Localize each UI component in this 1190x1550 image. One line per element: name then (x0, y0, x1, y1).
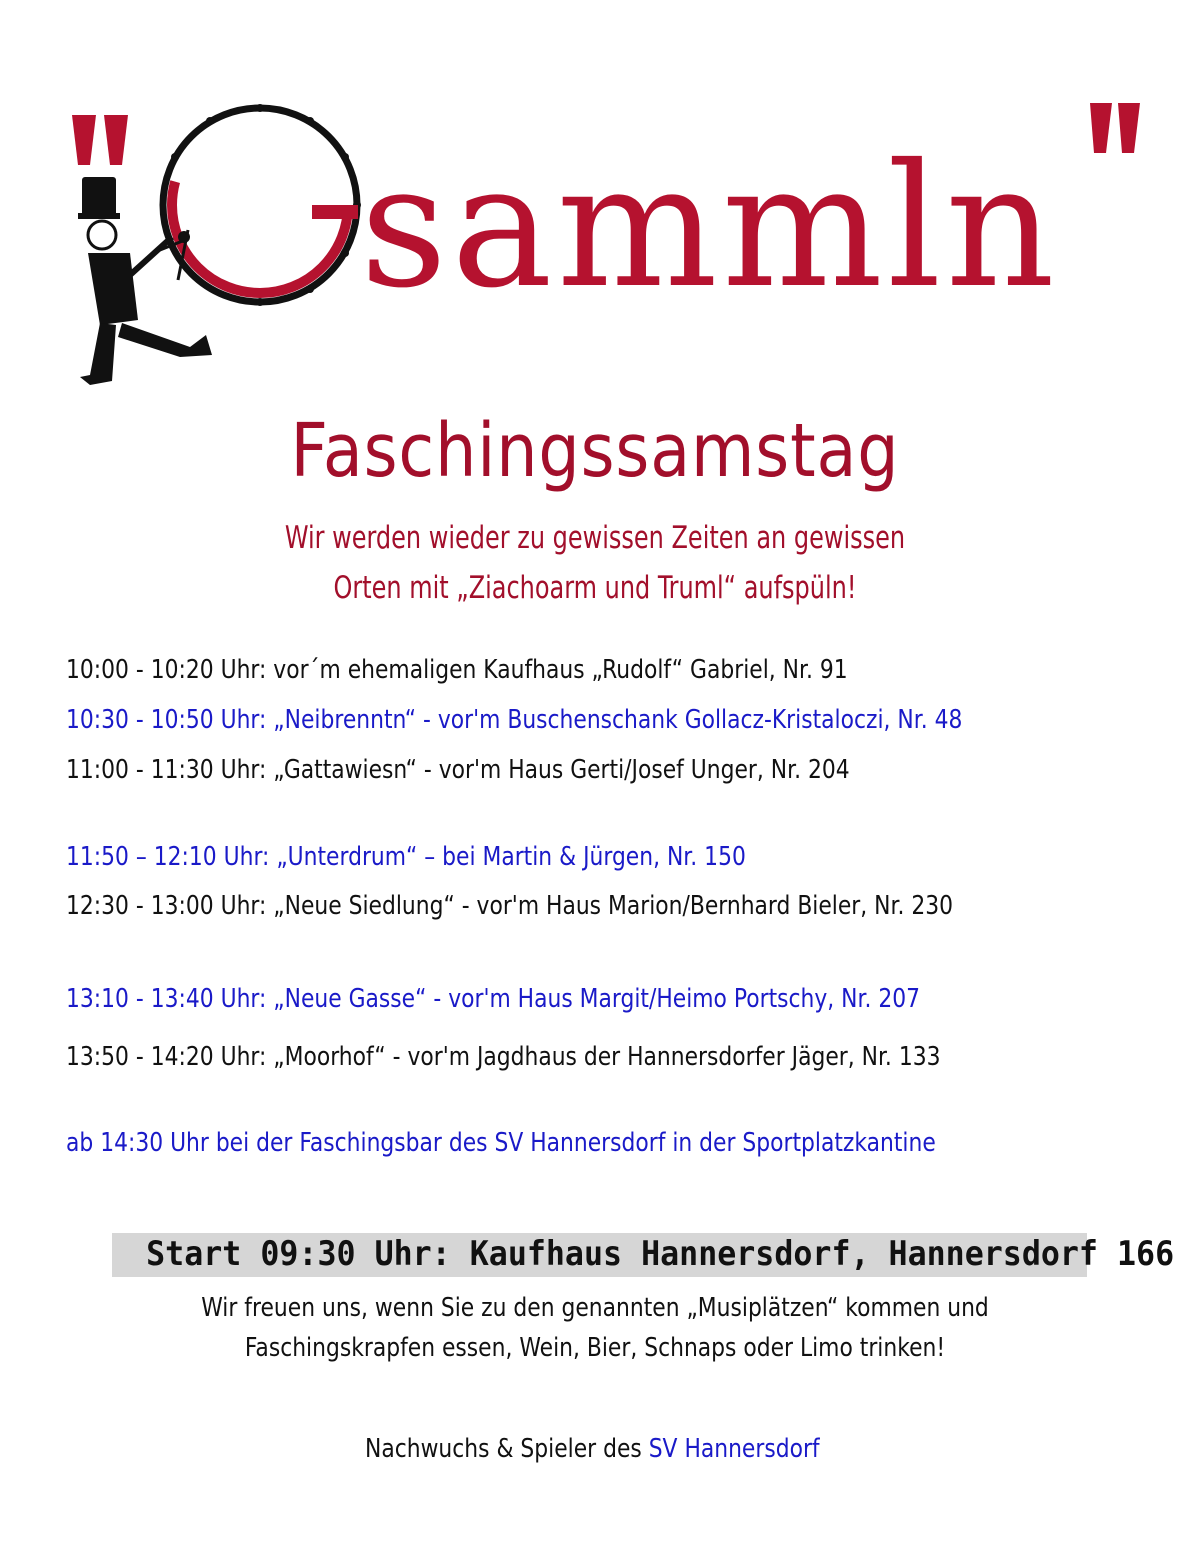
schedule-item: 10:30 - 10:50 Uhr: „Neibrenntn“ - vor'm Buschenschank Gollacz-Kristaloczi, Nr. 48 (66, 705, 963, 735)
signature (365, 1434, 820, 1464)
drummer-logo-icon (60, 85, 1140, 395)
closing-line-2: Faschingskrapfen essen, Wein, Bier, Schnaps oder Limo trinken! (244, 1333, 946, 1363)
start-info: Start 09:30 Uhr: Kaufhaus Hannersdorf, Hannersdorf 166 (146, 1234, 1175, 1274)
schedule-item: 11:50 – 12:10 Uhr: „Unterdrum“ – bei Martin & Jürgen, Nr. 150 (66, 842, 746, 872)
page-title: Faschingssamstag (290, 408, 900, 494)
schedule-item: 11:00 - 11:30 Uhr: „Gattawiesn“ - vor'm Haus Gerti/Josef Unger, Nr. 204 (66, 755, 850, 785)
schedule-item: 12:30 - 13:00 Uhr: „Neue Siedlung“ - vor'm Haus Marion/Bernhard Bieler, Nr. 230 (66, 891, 954, 921)
closing-line-1: Wir freuen uns, wenn Sie zu den genannten „Musiplätzen“ kommen und (201, 1293, 989, 1323)
svg-text:sammln: sammln (360, 128, 1059, 326)
signature-prefix: Nachwuchs & Spieler des (365, 1434, 649, 1464)
schedule-item: 13:50 - 14:20 Uhr: „Moorhof“ - vor'm Jagdhaus der Hannersdorfer Jäger, Nr. 133 (66, 1042, 941, 1072)
subtitle-line-2: Orten mit „Ziachoarm und Truml“ aufspüln! (333, 570, 857, 606)
logo (60, 85, 1140, 395)
signature-club: SV Hannersdorf (648, 1434, 820, 1464)
schedule-item: 13:10 - 13:40 Uhr: „Neue Gasse“ - vor'm Haus Margit/Heimo Portschy, Nr. 207 (66, 984, 921, 1014)
schedule-item: ab 14:30 Uhr bei der Faschingsbar des SV Hannersdorf in der Sportplatzkantine (66, 1128, 936, 1158)
schedule-item: 10:00 - 10:20 Uhr: vor´m ehemaligen Kaufhaus „Rudolf“ Gabriel, Nr. 91 (66, 655, 848, 685)
subtitle-line-1: Wir werden wieder zu gewissen Zeiten an gewissen (284, 520, 906, 556)
